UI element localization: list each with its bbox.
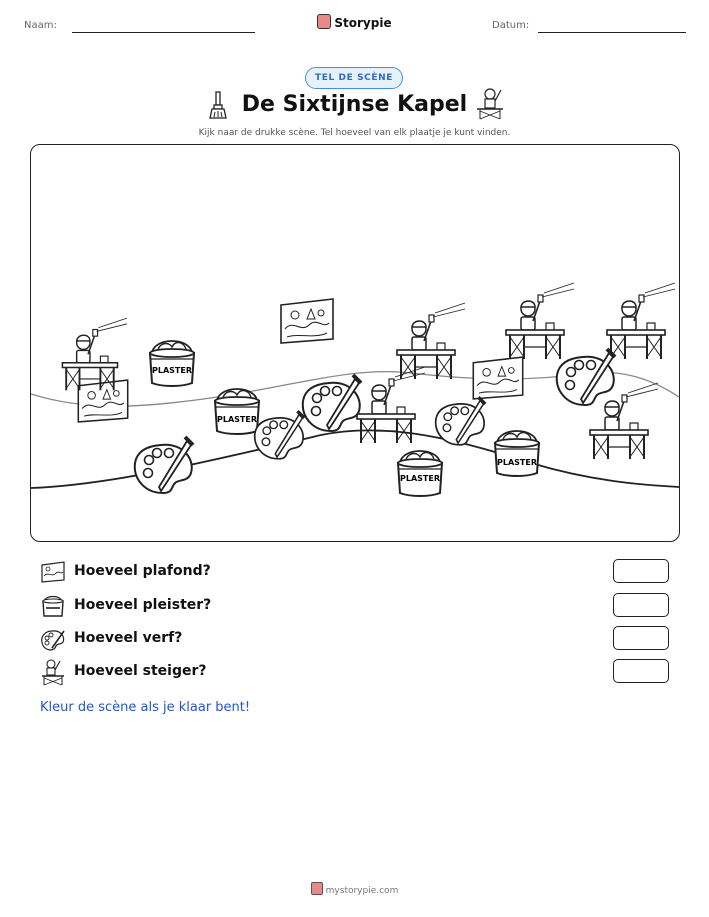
ceiling-painting xyxy=(281,299,333,343)
brand-logo: Storypie xyxy=(0,14,709,30)
paint-palette xyxy=(135,437,193,493)
plaster-bucket xyxy=(150,341,194,386)
ceiling-painting xyxy=(78,380,127,422)
coloring-note: Kleur de scène als je klaar bent! xyxy=(40,700,251,715)
svg-text:PLASTER: PLASTER xyxy=(497,458,537,467)
storypie-logo-icon xyxy=(317,14,331,29)
scaffold-painter xyxy=(397,303,465,379)
svg-text:PLASTER: PLASTER xyxy=(217,415,257,424)
ceiling-painting-icon xyxy=(40,561,66,583)
plaster-bucket-icon xyxy=(40,593,66,619)
question-ceiling: Hoeveel plafond? xyxy=(74,563,211,579)
name-label: Naam: xyxy=(24,20,57,31)
plaster-bucket xyxy=(215,389,259,434)
scaffold-painter xyxy=(506,283,574,359)
scaffold-painter-icon xyxy=(40,658,66,686)
answer-box-ceiling[interactable] xyxy=(613,559,669,583)
scaffold-painter xyxy=(62,318,127,390)
date-label: Datum: xyxy=(492,20,530,31)
svg-text:PLASTER: PLASTER xyxy=(152,366,192,375)
scaffold-painter xyxy=(590,383,658,459)
plaster-bucket xyxy=(398,451,442,496)
page-title: De Sixtijnse Kapel xyxy=(241,92,468,117)
paint-palette xyxy=(255,411,304,459)
name-field-line[interactable] xyxy=(72,32,255,33)
activity-badge: TEL DE SCÈNE xyxy=(305,67,403,89)
answer-box-scaffold[interactable] xyxy=(613,659,669,683)
question-paint: Hoeveel verf? xyxy=(74,630,183,646)
paint-palette xyxy=(303,375,361,431)
svg-text:PLASTER: PLASTER xyxy=(400,474,440,483)
footer-url: mystorypie.com xyxy=(0,882,709,896)
counting-scene xyxy=(30,144,680,542)
date-field-line[interactable] xyxy=(538,32,686,33)
instructions: Kijk naar de drukke scène. Tel hoeveel van elk plaatje je kunt vinden. xyxy=(198,128,511,138)
question-plaster: Hoeveel pleister? xyxy=(74,597,212,613)
ceiling-painting xyxy=(473,357,522,399)
paint-palette xyxy=(557,349,615,405)
question-scaffold: Hoeveel steiger? xyxy=(74,663,207,679)
plaster-bucket xyxy=(495,431,539,476)
paint-palette xyxy=(436,397,485,445)
answer-box-paint[interactable] xyxy=(613,626,669,650)
answer-box-plaster[interactable] xyxy=(613,593,669,617)
storypie-logo-icon xyxy=(311,882,323,895)
paint-palette-icon xyxy=(40,628,66,652)
scaffold-painter xyxy=(607,283,675,359)
scaffold-painter-icon xyxy=(474,86,506,120)
